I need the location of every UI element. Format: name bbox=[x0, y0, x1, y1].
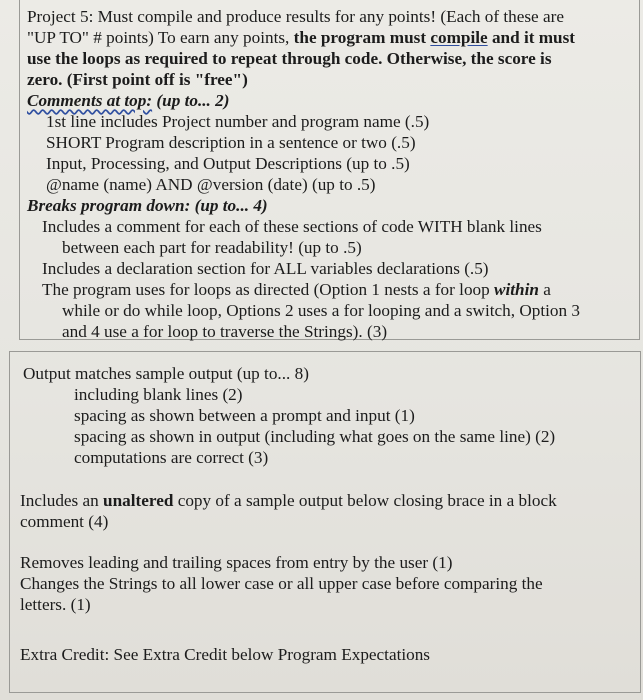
breaks-item-3a bbox=[42, 280, 551, 300]
breaks-item-1a: Includes a comment for each of these sections of code WITH blank lines bbox=[42, 217, 542, 236]
comments-heading-points: (up to... 2) bbox=[152, 91, 230, 110]
unaltered-text-a: Includes an bbox=[20, 491, 104, 510]
breaks-item-3a-text: The program uses for loops as directed (Option 1 nests a for loop bbox=[42, 280, 495, 299]
title-text-2d: and it must bbox=[487, 28, 576, 47]
title-line-1 bbox=[27, 7, 564, 27]
title-text-2a: "UP TO" # points) To earn any points, bbox=[27, 28, 294, 47]
title-line-4 bbox=[27, 70, 248, 90]
comments-heading-label: Comments at top: bbox=[27, 91, 153, 110]
breaks-heading-text: Breaks program down: (up to... 4) bbox=[27, 196, 268, 215]
comments-item-4: @name (name) AND @version (date) (up to .5) bbox=[46, 175, 376, 194]
title-text-2b: the program must bbox=[293, 28, 431, 47]
spaces-line-3: letters. (1) bbox=[20, 595, 91, 614]
comments-item-2: SHORT Program description in a sentence or two (.5) bbox=[46, 133, 416, 152]
spaces-line-1: Removes leading and trailing spaces from entry by the user (1) bbox=[20, 553, 453, 572]
output-heading: Output matches sample output (up to... 8) bbox=[23, 364, 309, 383]
unaltered-text-c: copy of a sample output below closing brace in a block bbox=[173, 491, 557, 510]
spaces-line-2: Changes the Strings to all lower case or all upper case before comparing the bbox=[20, 574, 543, 593]
unaltered-line-1 bbox=[20, 491, 557, 511]
comments-heading bbox=[27, 91, 229, 111]
breaks-item-3b: while or do while loop, Options 2 uses a for looping and a switch, Option 3 bbox=[62, 301, 580, 320]
breaks-item-2: Includes a declaration section for ALL variables declarations (.5) bbox=[42, 259, 489, 278]
title-line-2 bbox=[27, 28, 575, 48]
breaks-item-3a-end: a bbox=[538, 280, 551, 299]
title-text-4: zero. (First point off is "free") bbox=[27, 70, 248, 89]
breaks-heading bbox=[27, 196, 268, 216]
title-line-3 bbox=[27, 49, 552, 69]
output-item-1: including blank lines (2) bbox=[74, 385, 243, 404]
comments-item-1: 1st line includes Project number and program name (.5) bbox=[46, 112, 430, 131]
title-text-3: use the loops as required to repeat through code. Otherwise, the score is bbox=[27, 49, 552, 68]
breaks-item-3c: and 4 use a for loop to traverse the Strings). (3) bbox=[62, 322, 388, 341]
breaks-item-1b: between each part for readability! (up to .5) bbox=[62, 238, 362, 257]
output-item-3: spacing as shown in output (including what goes on the same line) (2) bbox=[74, 427, 556, 446]
output-item-2: spacing as shown between a prompt and input (1) bbox=[74, 406, 415, 425]
title-text-1: Project 5: Must compile and produce results for any points! (Each of these are bbox=[27, 7, 564, 26]
breaks-item-3a-within: within bbox=[494, 280, 539, 299]
comments-item-3: Input, Processing, and Output Descriptions (up to .5) bbox=[46, 154, 410, 173]
output-item-4: computations are correct (3) bbox=[74, 448, 269, 467]
unaltered-line-2: comment (4) bbox=[20, 512, 109, 531]
extra-credit-line: Extra Credit: See Extra Credit below Program Expectations bbox=[20, 645, 430, 664]
title-text-compile: compile bbox=[430, 28, 488, 47]
unaltered-keyword: unaltered bbox=[103, 491, 174, 510]
